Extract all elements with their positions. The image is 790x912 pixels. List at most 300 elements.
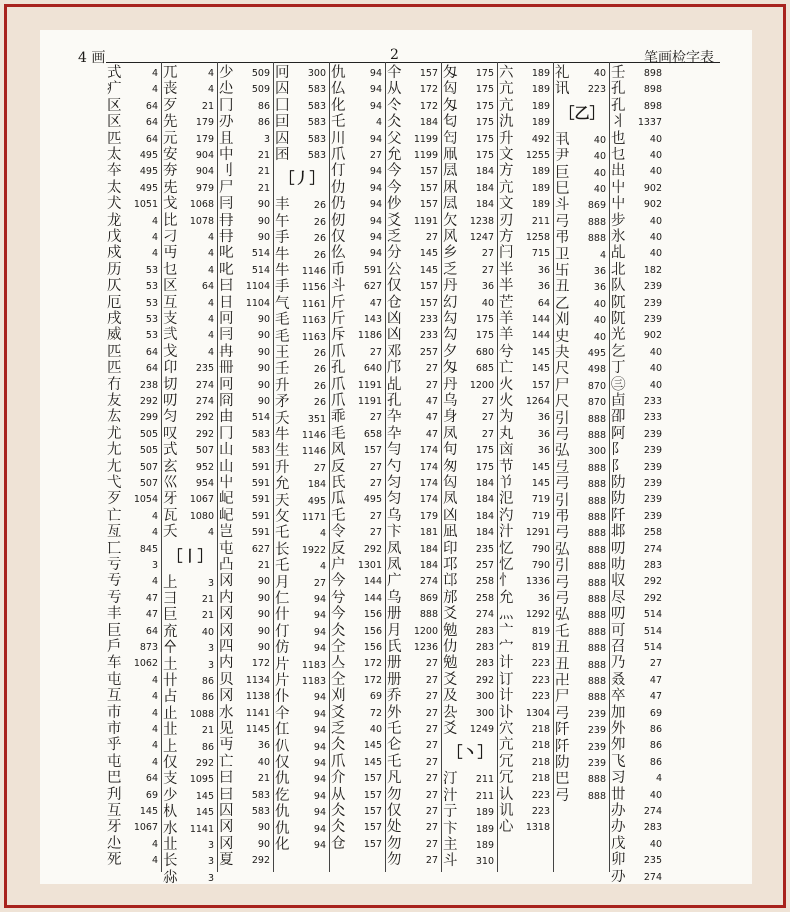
entry-page-number: 26 (313, 216, 326, 228)
entry-page-number: 189 (531, 100, 550, 112)
entry-character: 亡 (499, 360, 514, 377)
entry-character: 厹 (443, 704, 458, 721)
entry-page-number: 157 (363, 806, 382, 817)
entry-page-number: 145 (195, 790, 214, 802)
entry-page-number: 904 (195, 150, 214, 161)
index-entry[interactable] (386, 851, 442, 870)
entry-character: 乜 (611, 147, 626, 163)
entry-character: 斗 (331, 278, 346, 295)
entry-page-number: 94 (313, 840, 326, 851)
entry-page-number: 40 (593, 298, 606, 310)
entry-character: 册 (387, 671, 402, 688)
entry-page-number: 27 (369, 478, 382, 489)
entry-character: 兮 (331, 589, 346, 606)
entry-character: 弓 (555, 427, 570, 443)
entry-page-number: 40 (649, 248, 662, 260)
entry-page-number: 888 (587, 774, 606, 786)
entry-page-number: 233 (419, 314, 438, 325)
entry-character: 忆 (499, 557, 514, 573)
entry-character: 卯 (611, 852, 626, 869)
entry-character: 兯 (499, 475, 514, 491)
entry-character: 冈 (219, 835, 234, 852)
entry-character: 文 (499, 196, 514, 213)
entry-page-number: 218 (531, 740, 550, 752)
radical-section-heading: ［丶］ (447, 743, 493, 762)
entry-character: 今 (331, 573, 346, 590)
entry-character: 斥 (331, 327, 346, 344)
entry-character: 凨 (443, 196, 458, 213)
entry-page-number: 86 (649, 724, 662, 735)
entry-character: 加 (611, 704, 626, 721)
entry-character: 朲 (163, 804, 178, 821)
index-entry[interactable] (442, 852, 498, 871)
entry-page-number: 27 (481, 264, 494, 276)
entry-character: 外 (387, 704, 402, 721)
entry-character: 刃 (499, 212, 514, 229)
entry-character: 仯 (387, 196, 402, 213)
entry-page-number: 979 (195, 182, 214, 194)
entry-character: 厷 (107, 409, 122, 426)
entry-character: 乏 (331, 721, 346, 737)
entry-page-number: 184 (419, 543, 438, 555)
entry-page-number: 94 (313, 692, 326, 704)
entry-character: 乙 (555, 295, 570, 312)
entry-page-number: 790 (531, 560, 550, 571)
entry-character: 讯 (555, 81, 570, 98)
entry-character: 穴 (499, 721, 514, 737)
entry-page-number: 175 (475, 84, 494, 96)
entry-page-number: 174 (419, 494, 438, 506)
entry-page-number: 1238 (469, 215, 494, 227)
entry-character: 巳 (555, 181, 570, 197)
entry-character: 卆 (387, 425, 402, 442)
entry-character: 冄 (219, 212, 234, 229)
entry-character: 卐 (555, 263, 570, 279)
entry-page-number: 257 (419, 346, 438, 358)
entry-page-number: 94 (313, 823, 326, 835)
entry-page-number: 1186 (357, 330, 382, 342)
entry-character: 㐫 (499, 442, 514, 459)
entry-page-number: 1145 (245, 724, 270, 735)
entry-page-number: 144 (363, 576, 382, 588)
entry-page-number: 292 (643, 592, 662, 604)
entry-page-number: 157 (419, 166, 438, 178)
entry-page-number: 218 (531, 756, 550, 768)
entry-page-number: 627 (251, 543, 270, 555)
entry-page-number: 4 (151, 724, 158, 735)
entry-character: 尽 (611, 589, 626, 606)
entry-character: 月 (387, 622, 402, 639)
entry-character: 亢 (499, 179, 514, 196)
entry-character: 屮 (219, 475, 234, 491)
entry-character: 化 (331, 97, 346, 114)
entry-page-number: 583 (307, 117, 326, 129)
entry-page-number: 27 (425, 232, 438, 243)
entry-character: 叨 (163, 393, 178, 409)
entry-page-number: 218 (531, 724, 550, 735)
entry-character: 匃 (443, 475, 458, 491)
entry-character: 匁 (443, 65, 458, 81)
entry-page-number: 94 (313, 807, 326, 819)
entry-character: 刅 (611, 868, 626, 885)
entry-page-number: 274 (643, 543, 662, 555)
entry-character: 仅 (387, 278, 402, 295)
index-entry[interactable] (218, 851, 274, 870)
entry-page-number: 1080 (189, 510, 214, 522)
entry-page-number: 184 (475, 478, 494, 489)
index-entry[interactable] (162, 523, 218, 542)
entry-page-number: 239 (643, 314, 662, 325)
entry-page-number: 3 (207, 872, 214, 884)
entry-page-number: 591 (251, 461, 270, 473)
entry-page-number: 4 (207, 248, 214, 260)
index-column (106, 62, 162, 872)
entry-page-number: 27 (425, 691, 438, 703)
entry-page-number: 47 (145, 592, 158, 604)
index-entry[interactable] (442, 720, 498, 739)
entry-page-number: 157 (419, 297, 438, 309)
entry-page-number: 90 (257, 232, 270, 243)
entry-page-number: 69 (649, 707, 662, 719)
entry-page-number: 40 (593, 184, 606, 195)
entry-character: 忄 (499, 573, 514, 590)
entry-page-number: 888 (587, 692, 606, 704)
index-entry[interactable] (554, 787, 610, 806)
entry-page-number: 94 (369, 166, 382, 178)
entry-character: 匁 (443, 97, 458, 114)
entry-character: 片 (275, 656, 290, 673)
entry-page-number: 40 (649, 363, 662, 375)
index-column (610, 62, 666, 885)
entry-character: 凪 (443, 524, 458, 541)
entry-character: 弓 (555, 525, 570, 542)
entry-page-number: 94 (369, 232, 382, 243)
entry-character: 瓜 (331, 491, 346, 508)
entry-page-number: 239 (643, 478, 662, 489)
entry-character: 仅 (387, 803, 402, 819)
entry-page-number: 26 (313, 380, 326, 392)
entry-page-number: 40 (481, 297, 494, 309)
entry-character: 夬 (555, 345, 570, 361)
entry-page-number: 1067 (189, 494, 214, 506)
entry-page-number: 1291 (525, 527, 550, 539)
entry-character: 刈 (331, 688, 346, 705)
entry-page-number: 86 (201, 676, 214, 687)
entry-page-number: 514 (251, 264, 270, 276)
index-entry[interactable] (274, 146, 330, 165)
entry-character: 戊 (611, 835, 626, 852)
entry-character: 羊 (499, 311, 514, 327)
entry-page-number: 184 (475, 199, 494, 211)
entry-character: 乇 (387, 721, 402, 737)
entry-character: 乇 (555, 623, 570, 640)
entry-character: 幻 (443, 294, 458, 311)
entry-character: 爻 (443, 721, 458, 737)
entry-character: 巛 (163, 475, 178, 491)
entry-page-number: 27 (425, 773, 438, 785)
entry-character: 爪 (331, 753, 346, 770)
entry-character: 丹 (443, 376, 458, 393)
entry-page-number: 4 (151, 215, 158, 227)
entry-character: 凶 (443, 507, 458, 524)
entry-character: 卆 (387, 409, 402, 426)
entry-character: 丮 (555, 131, 570, 148)
entry-character: 阞 (555, 755, 570, 771)
entry-character: 斤 (331, 311, 346, 327)
entry-page-number: 27 (425, 822, 438, 834)
index-entry[interactable] (162, 869, 218, 888)
entry-page-number: 1161 (301, 298, 326, 310)
entry-page-number: 64 (537, 297, 550, 309)
entry-character: 瓦 (163, 507, 178, 524)
entry-character: 匃 (443, 81, 458, 98)
entry-page-number: 90 (257, 346, 270, 358)
entry-page-number: 53 (145, 330, 158, 342)
entry-character: 区 (107, 114, 122, 131)
entry-page-number: 189 (475, 840, 494, 851)
entry-character: 化 (275, 837, 290, 853)
entry-character: 勿 (387, 835, 402, 852)
entry-page-number: 172 (419, 100, 438, 112)
entry-character: 冈 (219, 606, 234, 623)
entry-character: 弓 (555, 476, 570, 493)
entry-character: 允 (387, 147, 402, 163)
entry-page-number: 179 (419, 510, 438, 522)
entry-page-number: 144 (531, 314, 550, 325)
entry-character: 乇 (275, 558, 290, 575)
entry-character: 爪 (331, 343, 346, 360)
entry-page-number: 36 (537, 281, 550, 293)
entry-character: 曰 (219, 786, 234, 803)
entry-page-number: 4 (151, 674, 158, 686)
entry-character: 反 (331, 540, 346, 557)
entry-page-number: 26 (313, 364, 326, 376)
entry-character: 为 (499, 409, 514, 426)
entry-page-number: 86 (257, 100, 270, 112)
entry-character: 月 (275, 574, 290, 591)
entry-character: 支 (163, 311, 178, 327)
entry-page-number: 27 (425, 756, 438, 768)
entry-character: 尸 (555, 689, 570, 706)
entry-character: 乏 (387, 229, 402, 245)
entry-page-number: 292 (363, 543, 382, 555)
entry-character: 阿 (611, 425, 626, 442)
entry-page-number: 1156 (301, 282, 326, 294)
entry-page-number: 86 (649, 756, 662, 768)
entry-character: 乩 (387, 376, 402, 393)
entry-page-number: 873 (139, 642, 158, 653)
entry-page-number: 36 (257, 740, 270, 752)
entry-character: 仆 (275, 689, 290, 706)
entry-character: 乇 (331, 114, 346, 131)
entry-character: 匸 (107, 540, 122, 557)
entry-page-number: 144 (363, 592, 382, 604)
entry-page-number: 1054 (133, 494, 158, 506)
entry-page-number: 156 (363, 625, 382, 637)
entry-character: 可 (611, 622, 626, 639)
entry-character: 冃 (219, 196, 234, 213)
entry-page-number: 888 (587, 233, 606, 245)
entry-character: 内 (219, 655, 234, 672)
entry-character: 阡 (555, 722, 570, 739)
entry-character: 冗 (499, 770, 514, 787)
entry-page-number: 175 (475, 133, 494, 145)
entry-page-number: 1264 (525, 396, 550, 407)
entry-character: 叱 (219, 245, 234, 262)
entry-character: 叻 (611, 557, 626, 573)
entry-page-number: 4 (151, 84, 158, 96)
entry-character: 曰 (219, 770, 234, 787)
entry-page-number: 274 (643, 806, 662, 817)
entry-page-number: 94 (313, 741, 326, 753)
entry-page-number: 90 (257, 314, 270, 325)
entry-page-number: 172 (419, 84, 438, 96)
entry-character: 巨 (555, 164, 570, 181)
entry-character: 匹 (107, 130, 122, 147)
entry-page-number: 145 (531, 363, 550, 375)
entry-character: 天 (275, 492, 290, 509)
entry-page-number: 845 (139, 543, 158, 555)
entry-character: 夘 (611, 737, 626, 754)
entry-page-number: 1200 (413, 625, 438, 637)
entry-page-number: 4 (151, 707, 158, 719)
entry-page-number: 4 (207, 264, 214, 276)
entry-character: 乖 (331, 409, 346, 426)
entry-character: 什 (275, 607, 290, 624)
entry-page-number: 189 (531, 68, 550, 79)
entry-character: 丑 (555, 656, 570, 673)
entry-page-number: 583 (307, 84, 326, 96)
entry-character: 队 (611, 278, 626, 295)
entry-page-number: 719 (531, 494, 550, 506)
entry-page-number: 283 (475, 658, 494, 670)
entry-character: 六 (499, 65, 514, 81)
entry-page-number: 179 (195, 117, 214, 129)
entry-page-number: 4 (207, 346, 214, 358)
entry-page-number: 1146 (301, 266, 326, 277)
index-entry[interactable] (498, 818, 554, 837)
entry-page-number: 40 (649, 166, 662, 178)
entry-character: 仞 (331, 212, 346, 229)
index-entry[interactable] (106, 851, 162, 870)
entry-character: 乌 (387, 507, 402, 524)
entry-page-number: 47 (649, 691, 662, 703)
entry-page-number: 27 (425, 707, 438, 719)
entry-page-number: 514 (251, 412, 270, 424)
entry-page-number: 86 (257, 117, 270, 129)
entry-page-number: 888 (587, 790, 606, 802)
entry-character: 邡 (443, 589, 458, 606)
entry-character: 亢 (499, 81, 514, 98)
index-entry[interactable] (274, 836, 330, 855)
entry-page-number: 175 (475, 117, 494, 129)
entry-page-number: 145 (531, 478, 550, 489)
entry-page-number: 64 (145, 625, 158, 637)
entry-page-number: 685 (475, 363, 494, 375)
entry-page-number: 495 (139, 166, 158, 178)
entry-page-number: 144 (531, 330, 550, 342)
entry-character: 仃 (275, 623, 290, 640)
entry-character: 仈 (275, 738, 290, 755)
entry-page-number: 514 (643, 642, 662, 653)
entry-page-number: 40 (649, 150, 662, 161)
entry-page-number: 21 (257, 773, 270, 785)
index-column (162, 62, 218, 886)
entry-character: 凨 (443, 163, 458, 180)
entry-character: 冋 (219, 376, 234, 393)
entry-character: 匹 (107, 360, 122, 377)
entry-character: 弐 (163, 327, 178, 344)
entry-character: 爪 (331, 376, 346, 393)
entry-character: 匀 (387, 491, 402, 508)
entry-character: 忆 (499, 540, 514, 557)
entry-character: 仂 (331, 179, 346, 196)
entry-character: 勉 (443, 622, 458, 639)
entry-character: 土 (163, 656, 178, 673)
index-entry[interactable] (610, 868, 666, 887)
entry-character: 兮 (499, 343, 514, 360)
entry-page-number: 47 (369, 297, 382, 309)
index-entry[interactable] (330, 835, 386, 854)
entry-page-number: 495 (139, 150, 158, 161)
entry-character: 长 (275, 541, 290, 558)
entry-page-number: 1095 (189, 774, 214, 786)
entry-character: 牛 (275, 427, 290, 443)
entry-page-number: 184 (475, 494, 494, 506)
entry-character: 芒 (499, 294, 514, 311)
entry-page-number: 40 (649, 838, 662, 850)
entry-character: 弓 (555, 787, 570, 804)
entry-page-number: 174 (419, 445, 438, 457)
entry-character: 步 (611, 212, 626, 229)
entry-page-number: 184 (419, 560, 438, 571)
entry-page-number: 90 (257, 822, 270, 834)
entry-character: 太 (107, 147, 122, 163)
entry-character: 贝 (219, 671, 234, 688)
entry-page-number: 157 (419, 281, 438, 293)
entry-character: 巴 (107, 770, 122, 787)
entry-character: 仃 (331, 163, 346, 180)
entry-character: 仇 (275, 820, 290, 837)
entry-page-number: 283 (643, 822, 662, 834)
entry-page-number: 189 (531, 117, 550, 129)
entry-character: 尺 (555, 361, 570, 378)
entry-page-number: 27 (369, 510, 382, 522)
entry-page-number: 888 (587, 512, 606, 523)
entry-page-number: 21 (201, 100, 214, 112)
entry-character: 丰 (275, 197, 290, 214)
entry-character: 弓 (555, 574, 570, 591)
entry-page-number: 351 (307, 413, 326, 425)
entry-character: 仜 (275, 722, 290, 739)
entry-page-number: 954 (195, 478, 214, 489)
entry-page-number: 184 (475, 166, 494, 178)
entry-character: 亐 (107, 573, 122, 590)
entry-character: 叨 (611, 540, 626, 557)
index-entry[interactable] (554, 80, 610, 99)
entry-page-number: 239 (643, 445, 662, 457)
entry-page-number: 175 (475, 330, 494, 342)
entry-page-number: 292 (195, 412, 214, 424)
entry-character: 汁 (499, 524, 514, 541)
entry-page-number: 27 (425, 789, 438, 801)
entry-character: 牙 (163, 491, 178, 508)
entry-character: 句 (443, 442, 458, 459)
entry-page-number: 69 (369, 691, 382, 703)
entry-character: 仌 (331, 803, 346, 819)
entry-character: 乇 (387, 753, 402, 770)
entry-page-number: 1247 (469, 232, 494, 243)
